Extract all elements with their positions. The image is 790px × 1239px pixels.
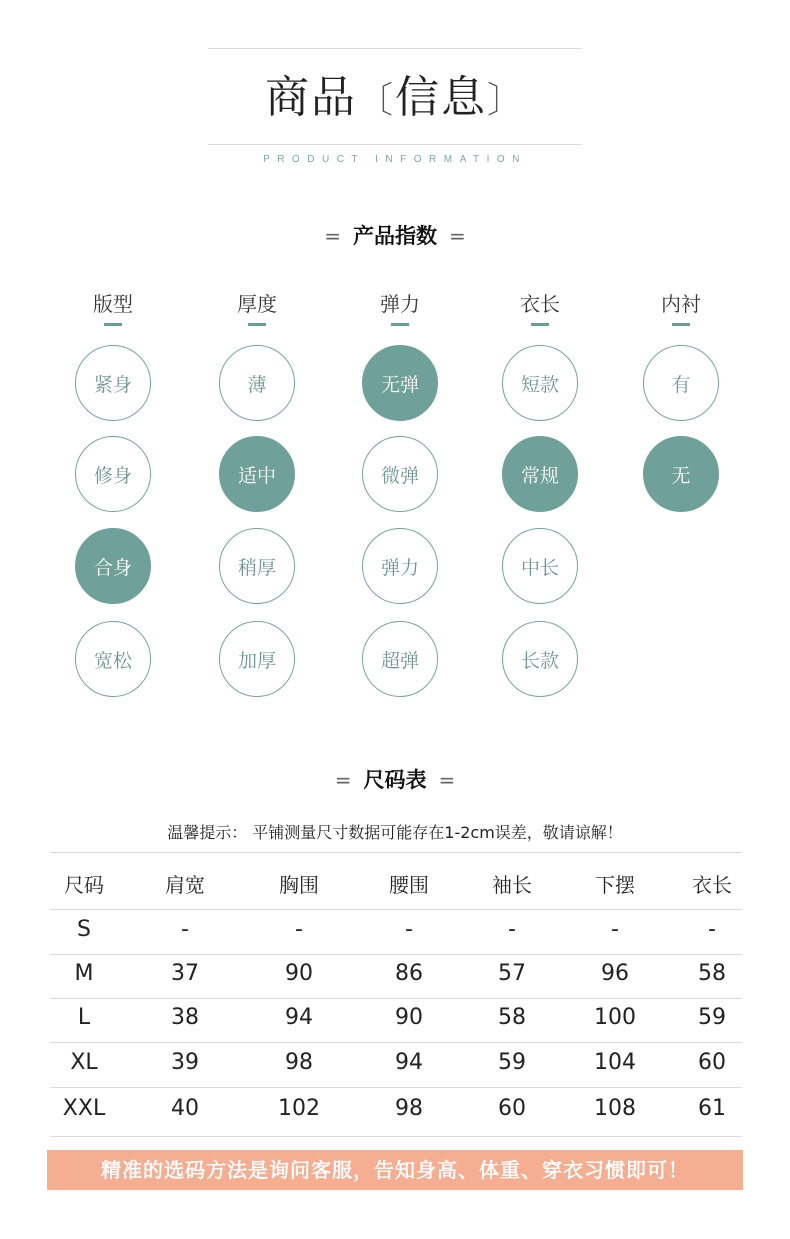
index-column-label: 弹力 xyxy=(380,292,420,316)
table-divider xyxy=(50,1087,742,1088)
table-cell: 94 xyxy=(395,1050,423,1075)
table-cell: 59 xyxy=(698,1005,726,1030)
index-option: 紧身 xyxy=(75,345,151,421)
table-header-cell: 肩宽 xyxy=(165,873,205,897)
table-header-cell: 衣长 xyxy=(692,873,732,897)
title-top-divider xyxy=(208,48,582,49)
index-option: 超弹 xyxy=(362,621,438,697)
index-column-underline xyxy=(104,323,122,326)
table-divider xyxy=(50,1136,742,1137)
table-header-cell: 腰围 xyxy=(389,873,429,897)
table-cell: 98 xyxy=(285,1050,313,1075)
table-header-cell: 袖长 xyxy=(492,873,532,897)
table-divider xyxy=(50,852,742,853)
table-cell: - xyxy=(508,917,516,942)
table-cell: 39 xyxy=(171,1050,199,1075)
table-cell: 58 xyxy=(498,1005,526,1030)
table-header-cell: 尺码 xyxy=(64,873,104,897)
table-divider xyxy=(50,1042,742,1043)
title-bracket-left: 〔 xyxy=(356,80,395,121)
table-divider xyxy=(50,998,742,999)
table-cell: 96 xyxy=(601,961,629,986)
table-cell: - xyxy=(181,917,189,942)
table-cell: 94 xyxy=(285,1005,313,1030)
advice-banner: 精准的选码方法是询问客服，告知身高、体重、穿衣习惯即可！ xyxy=(47,1150,743,1190)
table-cell: 100 xyxy=(594,1005,636,1030)
index-option-selected: 无弹 xyxy=(362,345,438,421)
title-main: 商品 xyxy=(264,72,357,123)
index-column-label: 衣长 xyxy=(520,292,560,316)
index-option-selected: 无 xyxy=(643,436,719,512)
size-label-cell: L xyxy=(77,1005,91,1030)
index-column-underline xyxy=(248,323,266,326)
index-option-selected: 常规 xyxy=(502,436,578,512)
table-cell: 60 xyxy=(698,1050,726,1075)
index-column-underline xyxy=(672,323,690,326)
size-label-cell: XL xyxy=(70,1050,98,1075)
index-option: 稍厚 xyxy=(219,528,295,604)
eq-left: = xyxy=(324,224,341,248)
index-option: 微弹 xyxy=(362,436,438,512)
table-header-cell: 胸围 xyxy=(279,873,319,897)
index-column-underline xyxy=(531,323,549,326)
size-title-text: 尺码表 xyxy=(363,768,427,792)
index-column-underline xyxy=(391,323,409,326)
table-cell: 98 xyxy=(395,1096,423,1121)
index-option: 长款 xyxy=(502,621,578,697)
size-section-title xyxy=(0,764,790,794)
title-bottom-divider xyxy=(208,144,582,145)
table-cell: 108 xyxy=(594,1096,636,1121)
index-option: 薄 xyxy=(219,345,295,421)
index-option: 加厚 xyxy=(219,621,295,697)
index-column-label: 版型 xyxy=(93,292,133,316)
table-cell: 90 xyxy=(395,1005,423,1030)
size-label-cell: M xyxy=(74,961,94,986)
table-cell: - xyxy=(611,917,619,942)
eq-right: = xyxy=(449,224,466,248)
page-subtitle: PRODUCT INFORMATION xyxy=(263,154,527,165)
page-title xyxy=(208,68,582,131)
table-cell: 60 xyxy=(498,1096,526,1121)
index-column-label: 厚度 xyxy=(237,292,277,316)
table-cell: 86 xyxy=(395,961,423,986)
table-cell: 59 xyxy=(498,1050,526,1075)
table-cell: 57 xyxy=(498,961,526,986)
size-label-cell: S xyxy=(77,917,91,942)
table-cell: - xyxy=(405,917,413,942)
table-cell: 90 xyxy=(285,961,313,986)
eq-right: = xyxy=(438,768,456,792)
table-cell: 104 xyxy=(594,1050,636,1075)
index-option: 修身 xyxy=(75,436,151,512)
index-option-selected: 合身 xyxy=(75,528,151,604)
index-option: 短款 xyxy=(502,345,578,421)
table-divider xyxy=(50,954,742,955)
index-option: 有 xyxy=(643,345,719,421)
table-cell: 58 xyxy=(698,961,726,986)
title-bracket-right: 〕 xyxy=(487,80,526,121)
table-divider xyxy=(50,909,742,910)
table-cell: 38 xyxy=(171,1005,199,1030)
table-cell: 37 xyxy=(171,961,199,986)
table-cell: 61 xyxy=(698,1096,726,1121)
index-section-title xyxy=(0,220,790,250)
table-cell: 40 xyxy=(171,1096,199,1121)
index-column-label: 内衬 xyxy=(661,292,701,316)
size-label-cell: XXL xyxy=(62,1096,106,1121)
index-title-text: 产品指数 xyxy=(353,224,437,248)
title-accent: 信息 xyxy=(395,72,487,123)
table-cell: - xyxy=(295,917,303,942)
eq-left: = xyxy=(334,768,352,792)
index-option: 中长 xyxy=(502,528,578,604)
index-option: 弹力 xyxy=(362,528,438,604)
table-cell: 102 xyxy=(278,1096,320,1121)
index-option: 宽松 xyxy=(75,621,151,697)
table-header-cell: 下摆 xyxy=(595,873,635,897)
table-cell: - xyxy=(708,917,716,942)
measurement-tip: 温馨提示： 平铺测量尺寸数据可能存在1-2cm误差，敬请谅解！ xyxy=(167,823,623,842)
index-option-selected: 适中 xyxy=(219,436,295,512)
